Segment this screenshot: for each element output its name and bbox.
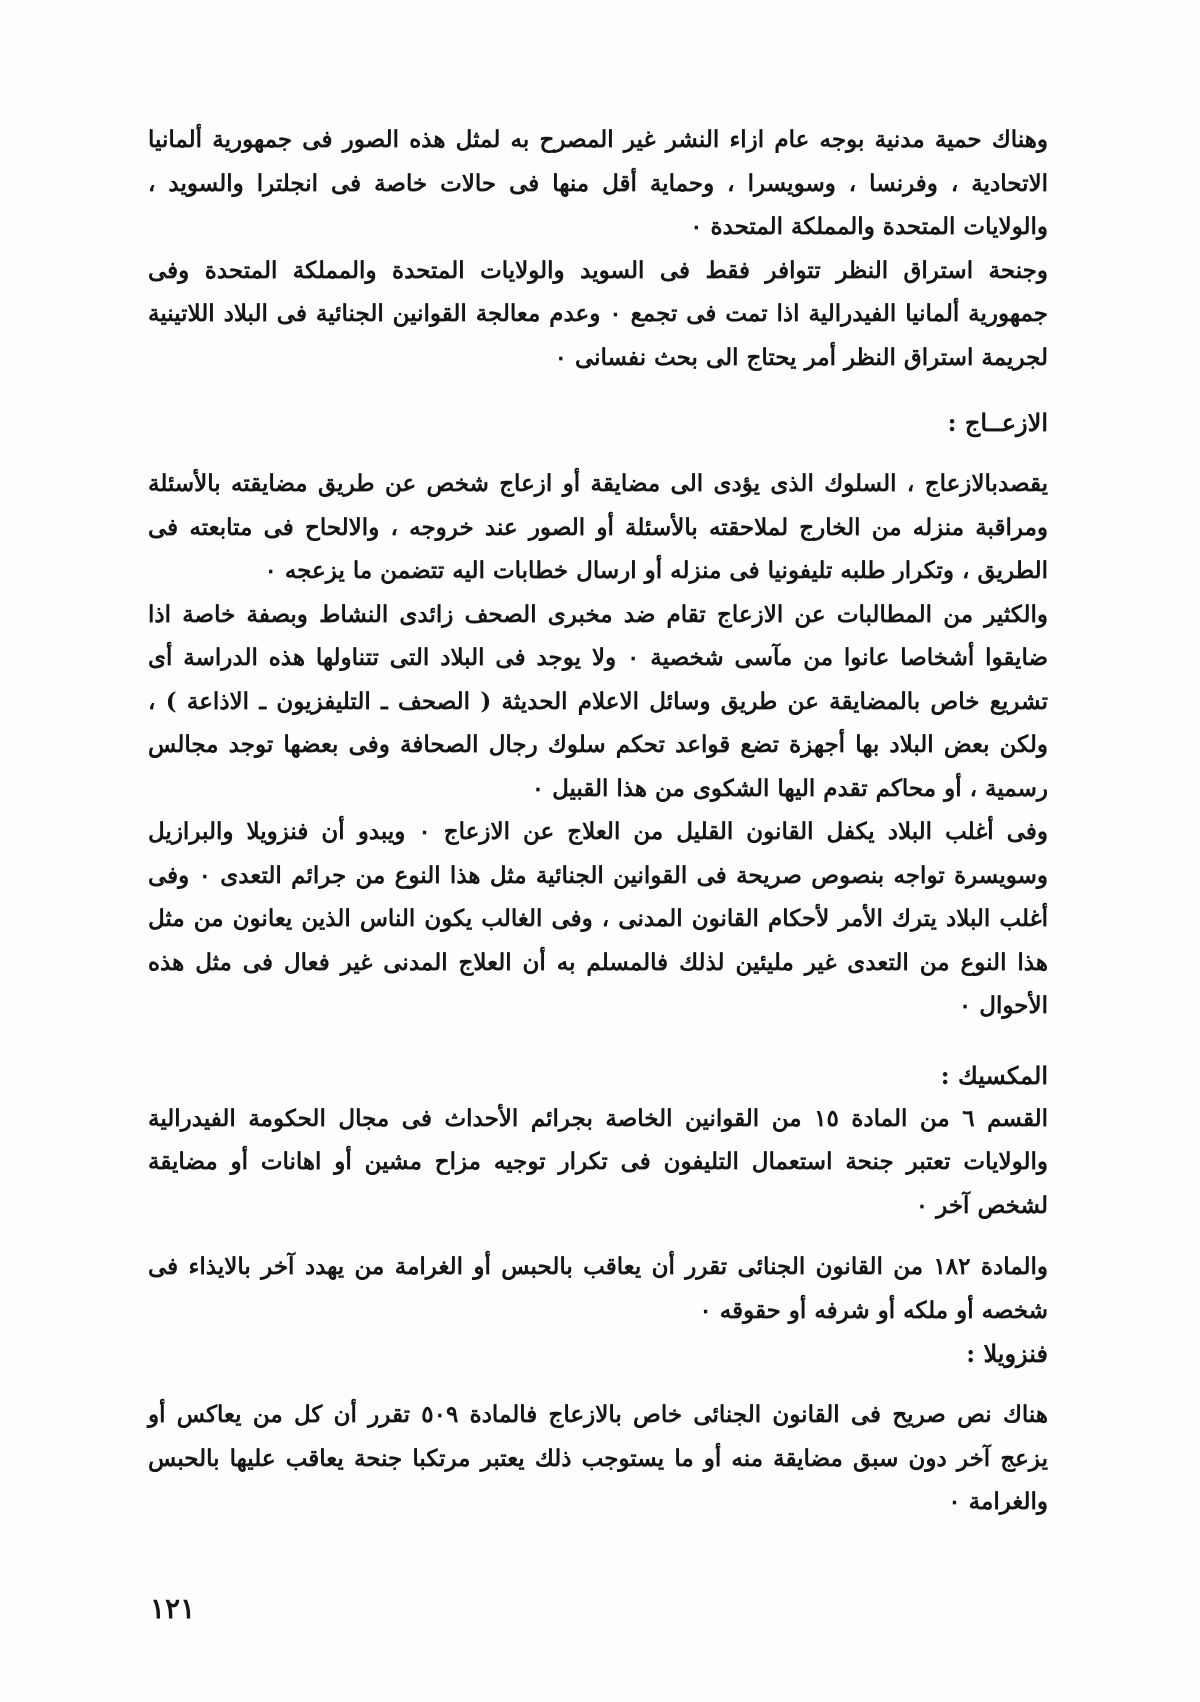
intro-paragraph-2: وجنحة استراق النظر تتوافر فقط فى السويد والولايات المتحدة والمملكة المتحدة وفى جمهورية ألمانيا الفيدرالية اذا تمت فى تجمع ٠ وعدم معالجة القوانين الجنائية فى البلاد اللاتينية لجريمة استراق النظر أمر يحتاج الى بحث نفسانى ٠ [148, 256, 1048, 371]
mexico-paragraph-2: والمادة ١٨٢ من القانون الجنائى تقرر أن يعاقب بالحبس أو الغرامة من يهدد آخر بالايذاء فى شخصه أو ملكه أو شرفه أو حقوقه ٠ [148, 1253, 1049, 1324]
section-heading-mexico: المكسيك : [940, 1060, 1048, 1090]
page-number: ١٢١ [150, 1592, 196, 1625]
section-heading-harassment: الازعــاج : [947, 408, 1048, 437]
spacer [148, 1227, 1048, 1245]
section-heading-venezuela: فنزويلا : [966, 1339, 1048, 1368]
venezuela-paragraph-1: هناك نص صريح فى القانون الجنائى خاص بالازعاج فالمادة ٥٠٩ تقرر أن كل من يعاكس أو يزعج آخر دون سبق مضايقة منه أو ما يستوجب ذلك يعتبر مرتكبا جنحة يعاقب عليها بالحبس والغرامة ٠ [148, 1401, 1048, 1515]
harassment-paragraph-3: وفى أغلب البلاد يكفل القانون القليل من العلاج عن الازعاج ٠ ويبدو أن فنزويلا والبرازيل وسويسرة تواجه بنصوص صريحة فى القوانين الجنائية مثل هذا النوع من جرائم التعدى ٠ وفى أغلب البلاد يترك الأمر لأحكام القانون المدنى ، وفى الغالب يكون الناس الذين يعانون من مثل هذا النوع من التعدى غير مليئين لذلك فالمسلم به أن العلاج المدنى غير فعال فى مثل هذه الأحوال ٠ [148, 818, 1048, 1019]
spacer [148, 444, 1048, 462]
harassment-paragraph-1: يقصدبالازعاج ، السلوك الذى يؤدى الى مضايقة أو ازعاج شخص عن طريق مضايقته بالأسئلة ومراقبة منزله من الخارج لملاحقته بالأسئلة أو الصور عند خروجه ، والالحاح فى متابعته فى الطريق ، وتكرار طلبه تليفونيا فى منزله أو ارسال خطابات اليه تتضمن ما يزعجه ٠ [148, 470, 1048, 584]
mexico-paragraph-1: القسم ٦ من المادة ١٥ من القوانين الخاصة بجرائم الأحداث فى مجال الحكومة الفيدرالية والولايات تعتبر جنحة استعمال التليفون فى تكرار توجيه مزاح مشين أو اهانات أو مضايقة لشخص آخر ٠ [148, 1104, 1048, 1219]
spacer [148, 379, 1048, 401]
intro-paragraph-1: وهناك حمية مدنية بوجه عام ازاء النشر غير المصرح به لمثل هذه الصور فى جمهورية ألمانيا الاتحادية ، وفرنسا ، وسويسرا ، وحماية أقل منها فى حالات خاصة فى انجلترا والسويد ، والولايات المتحدة والمملكة المتحدة ٠ [148, 126, 1048, 240]
spacer [148, 1375, 1048, 1393]
page-body [148, 118, 1048, 1524]
spacer [148, 1028, 1048, 1054]
harassment-paragraph-2: والكثير من المطالبات عن الازعاج تقام ضد مخبرى الصحف زائدى النشاط وبصفة خاصة اذا ضايقوا أشخاصا عانوا من مآسى شخصية ٠ ولا يوجد فى البلاد التى تتناولها هذه الدراسة أى تشريع خاص بالمضايقة عن طريق وسائل الاعلام الحديثة ( الصحف ـ التليفزيون ـ الاذاعة ) ، ولكن بعض البلاد بها أجهزة تضع قواعد تحكم سلوك رجال الصحافة وفى بعضها توجد مجالس رسمية ، أو محاكم تقدم اليها الشكوى من هذا القبيل ٠ [148, 600, 1048, 802]
